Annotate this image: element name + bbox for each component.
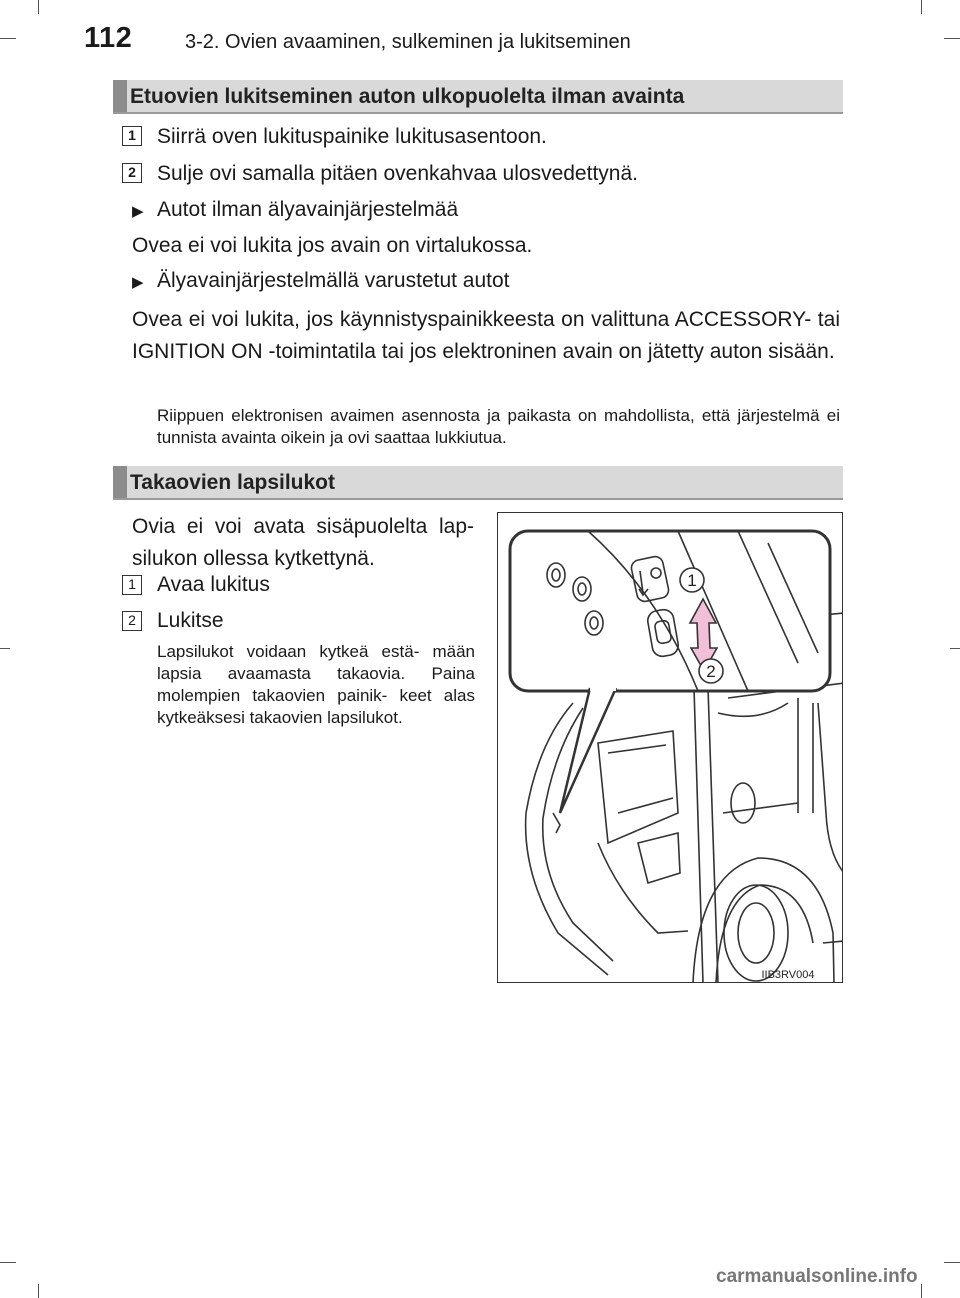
subsection-text: Ovea ei voi lukita jos avain on virtalukossa. [132, 234, 533, 257]
crop-mark [38, 0, 39, 14]
child-lock-intro: Ovia ei voi avata sisäpuolelta lap- silukon ollessa kytkettynä. [132, 515, 474, 570]
step-text: Sulje ovi samalla pitäen ovenkahvaa ulosvedettynä. [157, 162, 638, 185]
section-heading-bar [113, 466, 127, 498]
section-heading-front-door-locking [113, 80, 843, 114]
step-number-box: 2 [122, 163, 142, 183]
item-number-box: 2 [122, 611, 142, 631]
section-heading-bar [113, 80, 127, 112]
triangle-bullet-icon: ▶ [132, 203, 144, 220]
crop-mark [921, 1284, 922, 1298]
crop-mark [921, 0, 922, 14]
note-text: Riippuen elektronisen avaimen asennosta ja paikasta on mahdollista, että järjestelmä ei tunnista avainta oikein ja ovi saattaa lukkiutua. [157, 406, 840, 447]
item-number-box: 1 [122, 575, 142, 595]
crop-mark [38, 1284, 39, 1298]
page-number: 112 [84, 22, 133, 54]
rear-door-drawing [498, 513, 843, 983]
callout-number-1: 1 [687, 571, 697, 590]
item-text: Lukitse [157, 609, 224, 632]
crop-mark [944, 1262, 960, 1263]
item-text: Avaa lukitus [157, 573, 270, 596]
section-heading-text: Takaovien lapsilukot [130, 471, 336, 494]
triangle-bullet-icon: ▶ [132, 274, 144, 291]
figure-code: IIB3RV004 [761, 969, 815, 981]
child-lock-illustration [497, 512, 843, 983]
subsection-text: Ovea ei voi lukita, jos käynnistyspainikkeesta on valittuna ACCESSORY- tai IGNITION ON -toimintatila tai jos elektroninen avain on jätetty auton sisään. [132, 308, 840, 363]
chapter-title: 3-2. Ovien avaaminen, sulkeminen ja lukitseminen [185, 31, 631, 53]
crop-mark [944, 38, 960, 39]
subsection-title: Autot ilman älyavainjärjestelmää [157, 198, 459, 221]
section-heading-child-locks [113, 466, 843, 500]
crop-mark [0, 648, 10, 649]
step-number-box: 1 [122, 126, 142, 146]
crop-mark [0, 1262, 16, 1263]
step-text: Siirrä oven lukituspainike lukitusasentoon. [157, 125, 547, 148]
crop-mark [0, 38, 16, 39]
section-heading-text: Etuovien lukitseminen auton ulkopuolelta ilman avainta [130, 85, 685, 108]
callout-number-2: 2 [706, 662, 716, 681]
watermark: carmanualsonline.info [716, 1266, 918, 1287]
crop-mark [950, 648, 960, 649]
subsection-title: Älyavainjärjestelmällä varustetut autot [157, 269, 510, 292]
child-lock-note: Lapsilukot voidaan kytkeä estä- mään lapsia avaamasta takaovia. Paina molempien takaovien painik- keet alas kytkeäksesi takaovien lapsilukot. [157, 642, 475, 727]
